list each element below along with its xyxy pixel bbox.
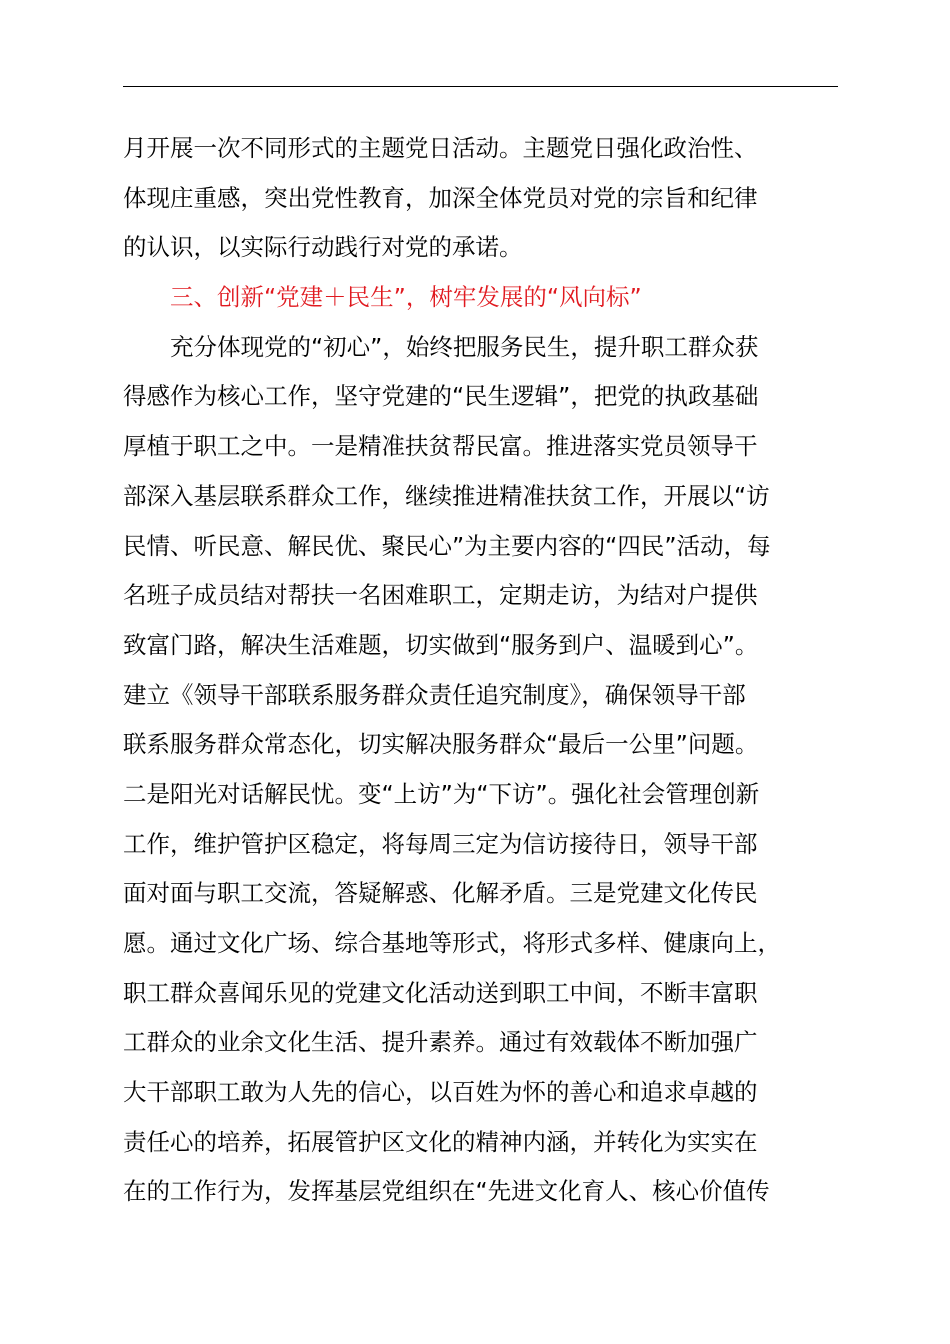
- paragraph-line: 得感作为核心工作，坚守党建的“民生逻辑”，把党的执政基础: [123, 382, 759, 411]
- paragraph-line: 的认识，以实际行动践行对党的承诺。: [123, 233, 523, 262]
- section-heading: 三、创新“党建＋民生”，树牢发展的“风向标”: [170, 283, 642, 312]
- paragraph-line: 致富门路，解决生活难题，切实做到“服务到户、温暖到心”。: [123, 630, 759, 659]
- paragraph-line: 建立《领导干部联系服务群众责任追究制度》，确保领导干部: [123, 680, 746, 709]
- document-body: [123, 124, 883, 1217]
- paragraph-line: 二是阳光对话解民忧。变“上访”为“下访”。强化社会管理创新: [123, 779, 760, 808]
- header-rule: [123, 86, 838, 87]
- paragraph-line: 工作，维护管护区稳定，将每周三定为信访接待日，领导干部: [123, 829, 758, 858]
- paragraph-line: 充分体现党的“初心”，始终把服务民生，提升职工群众获: [170, 332, 759, 361]
- paragraph-line: 联系服务群众常态化，切实解决服务群众“最后一公里”问题。: [123, 730, 759, 759]
- paragraph-line: 部深入基层联系群众工作，继续推进精准扶贫工作，开展以“访: [123, 481, 770, 510]
- paragraph-line: 月开展一次不同形式的主题党日活动。主题党日强化政治性、: [123, 134, 758, 162]
- paragraph-line: 责任心的培养，拓展管护区文化的精神内涵，并转化为实实在: [123, 1127, 758, 1156]
- paragraph-line: 面对面与职工交流，答疑解惑、化解矛盾。三是党建文化传民: [123, 879, 758, 908]
- paragraph-line: 在的工作行为，发挥基层党组织在“先进文化育人、核心价值传: [123, 1177, 770, 1206]
- paragraph-line: 体现庄重感，突出党性教育，加深全体党员对党的宗旨和纪律: [123, 183, 758, 212]
- paragraph-line: 工群众的业余文化生活、提升素养。通过有效载体不断加强广: [123, 1028, 758, 1057]
- paragraph-line: 大干部职工敢为人先的信心，以百姓为怀的善心和追求卓越的: [123, 1078, 758, 1107]
- paragraph-line: 名班子成员结对帮扶一名困难职工，定期走访，为结对户提供: [123, 581, 758, 610]
- paragraph-line: 职工群众喜闻乐见的党建文化活动送到职工中间，不断丰富职: [123, 978, 758, 1007]
- paragraph-line: 民情、听民意、解民优、聚民心”为主要内容的“四民”活动，每: [123, 531, 771, 560]
- paragraph-line: 厚植于职工之中。一是精准扶贫帮民富。推进落实党员领导干: [123, 432, 758, 461]
- paragraph-line: 愿。通过文化广场、综合基地等形式，将形式多样、健康向上，: [123, 929, 781, 957]
